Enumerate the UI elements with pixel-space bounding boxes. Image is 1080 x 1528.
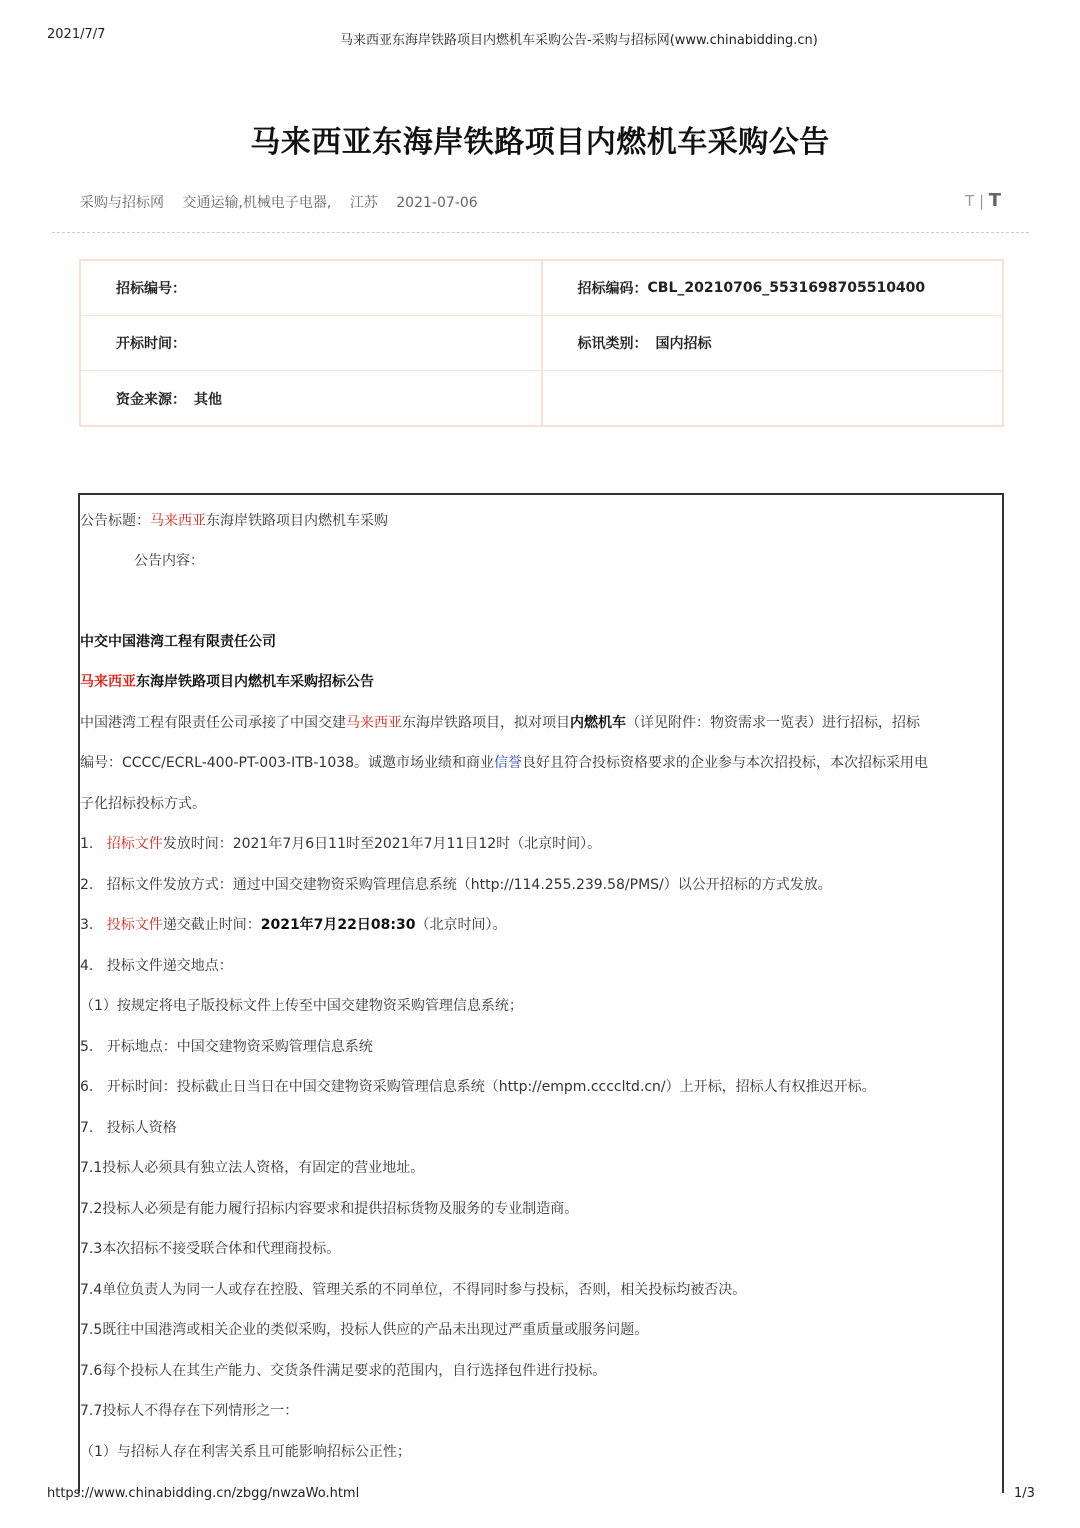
meta-category: 交通运输,机械电子电器,: [182, 195, 332, 211]
bid-number-label: 招标编号：: [116, 281, 186, 297]
list-item-1: [80, 833, 601, 853]
meta-source-link[interactable]: 采购与招标网: [80, 195, 164, 211]
notice-title-label: 公告标题：: [80, 513, 150, 529]
notice-heading: [80, 671, 374, 691]
print-footer-url: https://www.chinabidding.cn/zbgg/nwzaWo.html: [47, 1486, 360, 1501]
list-item-4: [80, 955, 233, 975]
intro-line-1: [80, 712, 920, 732]
item-number: 4.: [80, 958, 94, 974]
font-separator: |: [978, 192, 985, 210]
item-number: 7.: [80, 1120, 94, 1136]
notice-content-box: [78, 493, 1004, 1493]
info-type-value: 国内招标: [655, 336, 712, 352]
info-type-label: 标讯类别：: [577, 336, 648, 352]
intro-text-a: 中国港湾工程有限责任公司承接了中国交建: [80, 715, 346, 731]
qualification-7-3: 7.3本次招标不接受联合体和代理商投标。: [80, 1241, 341, 1257]
fund-source-value: 其他: [194, 391, 222, 408]
bid-number-cell: [81, 261, 543, 315]
qualification-7-7-1: （1）与招标人存在利害关系且可能影响招标公正性；: [80, 1444, 411, 1460]
divider: [52, 232, 1029, 233]
bid-code-value: CBL_20210706_5531698705510400: [647, 280, 926, 296]
item3-text-b: （北京时间）。: [415, 917, 507, 933]
item6-text: 开标时间：投标截止日当日在中国交建物资采购管理信息系统（http://empm.ccccltd.cn/）上开标，招标人有权推迟开标。: [106, 1079, 876, 1095]
qualification-7-7: 7.7投标人不得存在下列情形之一：: [80, 1403, 299, 1419]
qualification-7-4: 7.4单位负责人为同一人或存在控股、管理关系的不同单位，不得同时参与投标，否则，相关投标均被否决。: [80, 1282, 747, 1298]
qualification-7-5: 7.5既往中国港湾或相关企业的类似采购，投标人供应的产品未出现过严重质量或服务问题。: [80, 1322, 649, 1338]
article-meta: [80, 192, 492, 212]
notice-title-highlight: 马来西亚: [150, 513, 206, 529]
item-number: 6.: [80, 1079, 94, 1095]
notice-heading-rest: 东海岸铁路项目内燃机车采购招标公告: [136, 674, 374, 690]
intro2-text-a: 编号：CCCC/ECRL-400-PT-003-ITB-1038。诚邀市场业绩和商业: [80, 755, 495, 771]
open-time-cell: [81, 316, 543, 370]
item2-text: 招标文件发放方式：通过中国交建物资采购管理信息系统（http://114.255.239.58/PMS/）以公开招标的方式发放。: [106, 877, 832, 893]
font-size-control: [965, 190, 1001, 211]
info-type-cell: [543, 316, 1003, 370]
print-date: 2021/7/7: [47, 27, 106, 42]
notice-title-line: [80, 510, 388, 530]
meta-date: 2021-07-06: [396, 195, 478, 211]
list-item-6: [80, 1076, 876, 1096]
intro2-text-b: 良好且符合投标资格要求的企业参与本次招投标，本次招标采用电: [522, 755, 929, 771]
print-page-title: 马来西亚东海岸铁路项目内燃机车采购公告-采购与招标网(www.chinabidding.cn): [340, 33, 818, 48]
font-small-button[interactable]: T: [965, 192, 975, 210]
item-number: 2.: [80, 877, 94, 893]
qualification-7-6: 7.6每个投标人在其生产能力、交货条件满足要求的范围内，自行选择包件进行投标。: [80, 1363, 607, 1379]
page-title: 马来西亚东海岸铁路项目内燃机车采购公告: [250, 125, 830, 160]
item3-highlight: 投标文件: [106, 917, 163, 933]
list-item-2: [80, 874, 832, 894]
intro2-link[interactable]: 信誉: [494, 755, 523, 771]
open-time-label: 开标时间：: [116, 336, 186, 352]
item3-deadline: 2021年7月22日08:30: [260, 917, 416, 933]
notice-content-label: 公告内容：: [134, 553, 204, 569]
item7-text: 投标人资格: [106, 1120, 177, 1136]
intro-bold: 内燃机车: [570, 715, 626, 731]
fund-source-label: 资金来源：: [116, 391, 186, 408]
list-item-3: [80, 914, 506, 934]
fund-source-cell: [81, 371, 543, 426]
info-row: [81, 371, 1002, 426]
item1-highlight: 招标文件: [106, 836, 163, 852]
list-item-4-sub: （1）按规定将电子版投标文件上传至中国交建物资采购管理信息系统；: [80, 998, 523, 1014]
qualification-7-2: 7.2投标人必须是有能力履行招标内容要求和提供招标货物及服务的专业制造商。: [80, 1201, 579, 1217]
bid-code-cell: [543, 261, 1003, 315]
item-number: 3.: [80, 917, 94, 933]
intro-line-2: [80, 752, 928, 772]
item-number: 1.: [80, 836, 94, 852]
empty-cell: [543, 371, 1003, 426]
bid-code-label: 招标编码：: [577, 281, 648, 297]
print-page-number: 1/3: [1014, 1486, 1035, 1501]
notice-title-rest: 东海岸铁路项目内燃机车采购: [206, 513, 388, 529]
list-item-7: [80, 1117, 177, 1137]
qualification-7-1: 7.1投标人必须具有独立法人资格，有固定的营业地址。: [80, 1160, 425, 1176]
item4-text: 投标文件递交地点：: [106, 958, 233, 974]
meta-region: 江苏: [349, 195, 378, 211]
item-number: 5.: [80, 1039, 94, 1055]
intro-text-c: （详见附件：物资需求一览表）进行招标，招标: [626, 715, 920, 731]
notice-heading-highlight: 马来西亚: [80, 674, 136, 690]
intro-highlight: 马来西亚: [346, 715, 402, 731]
item1-text: 发放时间：2021年7月6日11时至2021年7月11日12时（北京时间）。: [162, 836, 602, 852]
company-name: 中交中国港湾工程有限责任公司: [80, 634, 276, 650]
item5-text: 开标地点：中国交建物资采购管理信息系统: [106, 1039, 373, 1055]
list-item-5: [80, 1036, 373, 1056]
font-large-button[interactable]: T: [988, 190, 1002, 211]
intro-text-b: 东海岸铁路项目，拟对项目: [402, 715, 570, 731]
bid-info-table: [79, 259, 1004, 427]
intro-line-3: 子化招标投标方式。: [80, 796, 206, 812]
info-row: [81, 316, 1002, 371]
item3-text-a: 递交截止时间：: [162, 917, 261, 933]
info-row: [81, 261, 1002, 316]
